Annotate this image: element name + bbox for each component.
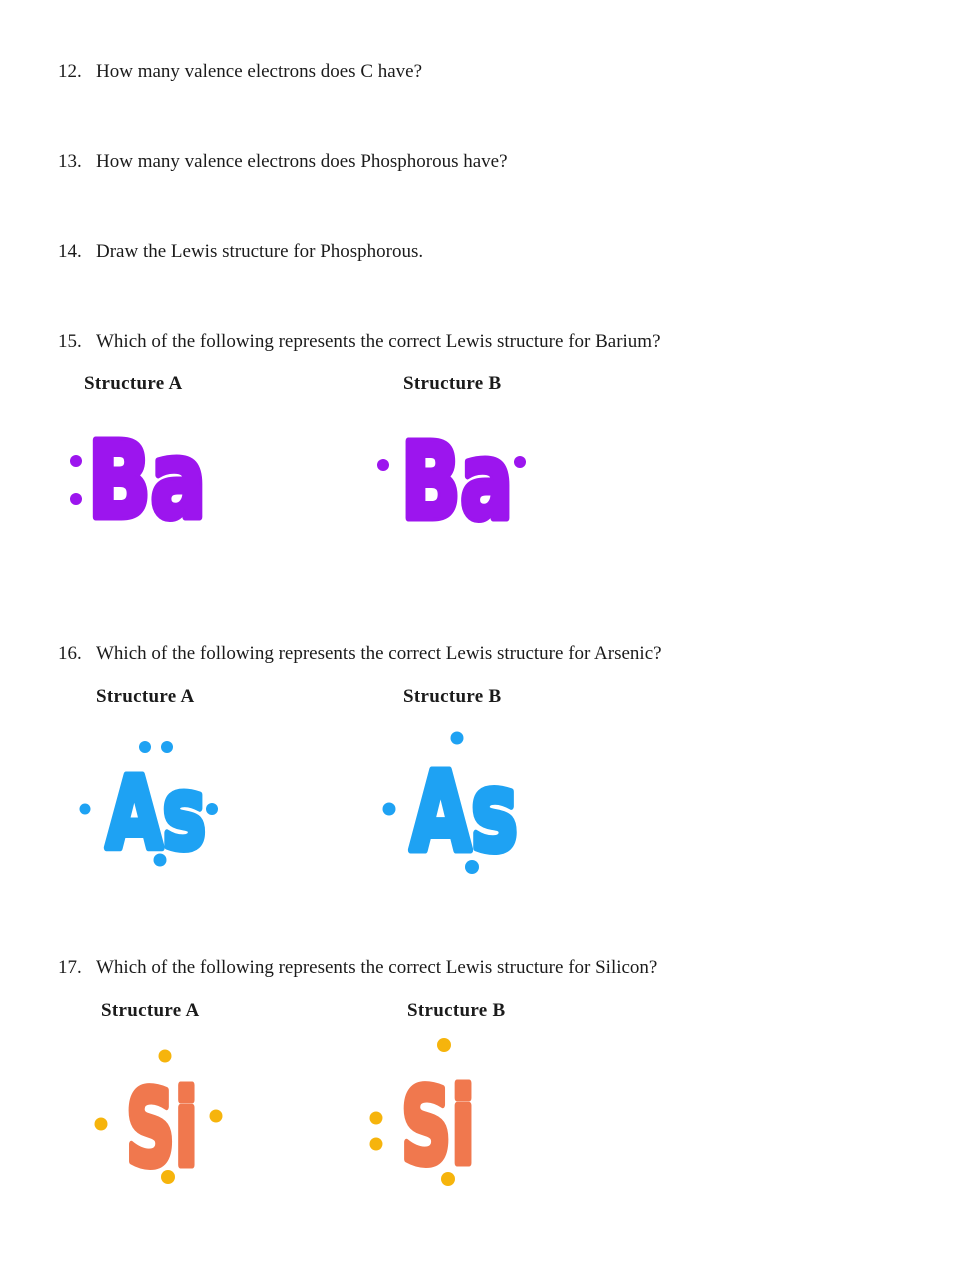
question-text: Draw the Lewis structure for Phosphorous. xyxy=(96,241,424,262)
electron-dot xyxy=(370,1138,383,1151)
silicon-structure-b-label: Structure B xyxy=(407,1000,506,1021)
arsenic-structure-a-drawing xyxy=(60,725,225,875)
electron-dot xyxy=(377,459,389,471)
barium-structure-a-label: Structure A xyxy=(84,373,183,394)
arsenic-structure-b-label: Structure B xyxy=(403,686,502,707)
barium-structure-b-label: Structure B xyxy=(403,373,502,394)
question-number: 12. xyxy=(58,61,82,82)
electron-dot xyxy=(80,804,91,815)
electron-dot xyxy=(370,1112,383,1125)
question-12 xyxy=(58,61,918,84)
silicon-structure-a-label: Structure A xyxy=(101,1000,200,1021)
electron-dot xyxy=(161,741,173,753)
element-symbol: As xyxy=(410,748,518,876)
question-text: Which of the following represents the correct Lewis structure for Silicon? xyxy=(96,957,658,978)
question-14 xyxy=(58,241,918,264)
question-text: How many valence electrons does C have? xyxy=(96,61,423,82)
question-number: 16. xyxy=(58,643,82,664)
question-text: Which of the following represents the correct Lewis structure for Arsenic? xyxy=(96,643,662,664)
silicon-structure-b-drawing xyxy=(355,1028,520,1198)
silicon-structure-a-drawing xyxy=(80,1035,245,1195)
question-number: 17. xyxy=(58,957,82,978)
electron-dot xyxy=(210,1110,223,1123)
question-number: 13. xyxy=(58,151,82,172)
barium-structure-b-drawing xyxy=(368,421,538,543)
question-16 xyxy=(58,643,918,666)
question-number: 15. xyxy=(58,331,82,352)
question-15 xyxy=(58,331,918,354)
electron-dot xyxy=(206,803,218,815)
electron-dot xyxy=(159,1050,172,1063)
question-17 xyxy=(58,957,918,980)
barium-structure-a-drawing xyxy=(58,420,228,542)
element-symbol: As xyxy=(106,755,206,872)
electron-dot xyxy=(70,455,82,467)
question-text: How many valence electrons does Phosphorous have? xyxy=(96,151,508,172)
question-number: 14. xyxy=(58,241,82,262)
electron-dot xyxy=(383,803,396,816)
electron-dot xyxy=(437,1038,451,1052)
electron-dot xyxy=(95,1118,108,1131)
electron-dot xyxy=(451,732,464,745)
arsenic-structure-a-label: Structure A xyxy=(96,686,195,707)
element-symbol: Ba xyxy=(88,420,206,542)
element-symbol: Ba xyxy=(401,421,513,543)
electron-dot xyxy=(514,456,526,468)
arsenic-structure-b-drawing xyxy=(370,718,535,883)
element-symbol: Si xyxy=(401,1066,475,1188)
element-symbol: Si xyxy=(126,1068,198,1190)
electron-dot xyxy=(139,741,151,753)
question-13 xyxy=(58,151,918,174)
electron-dot xyxy=(70,493,82,505)
question-text: Which of the following represents the correct Lewis structure for Barium? xyxy=(96,331,661,352)
